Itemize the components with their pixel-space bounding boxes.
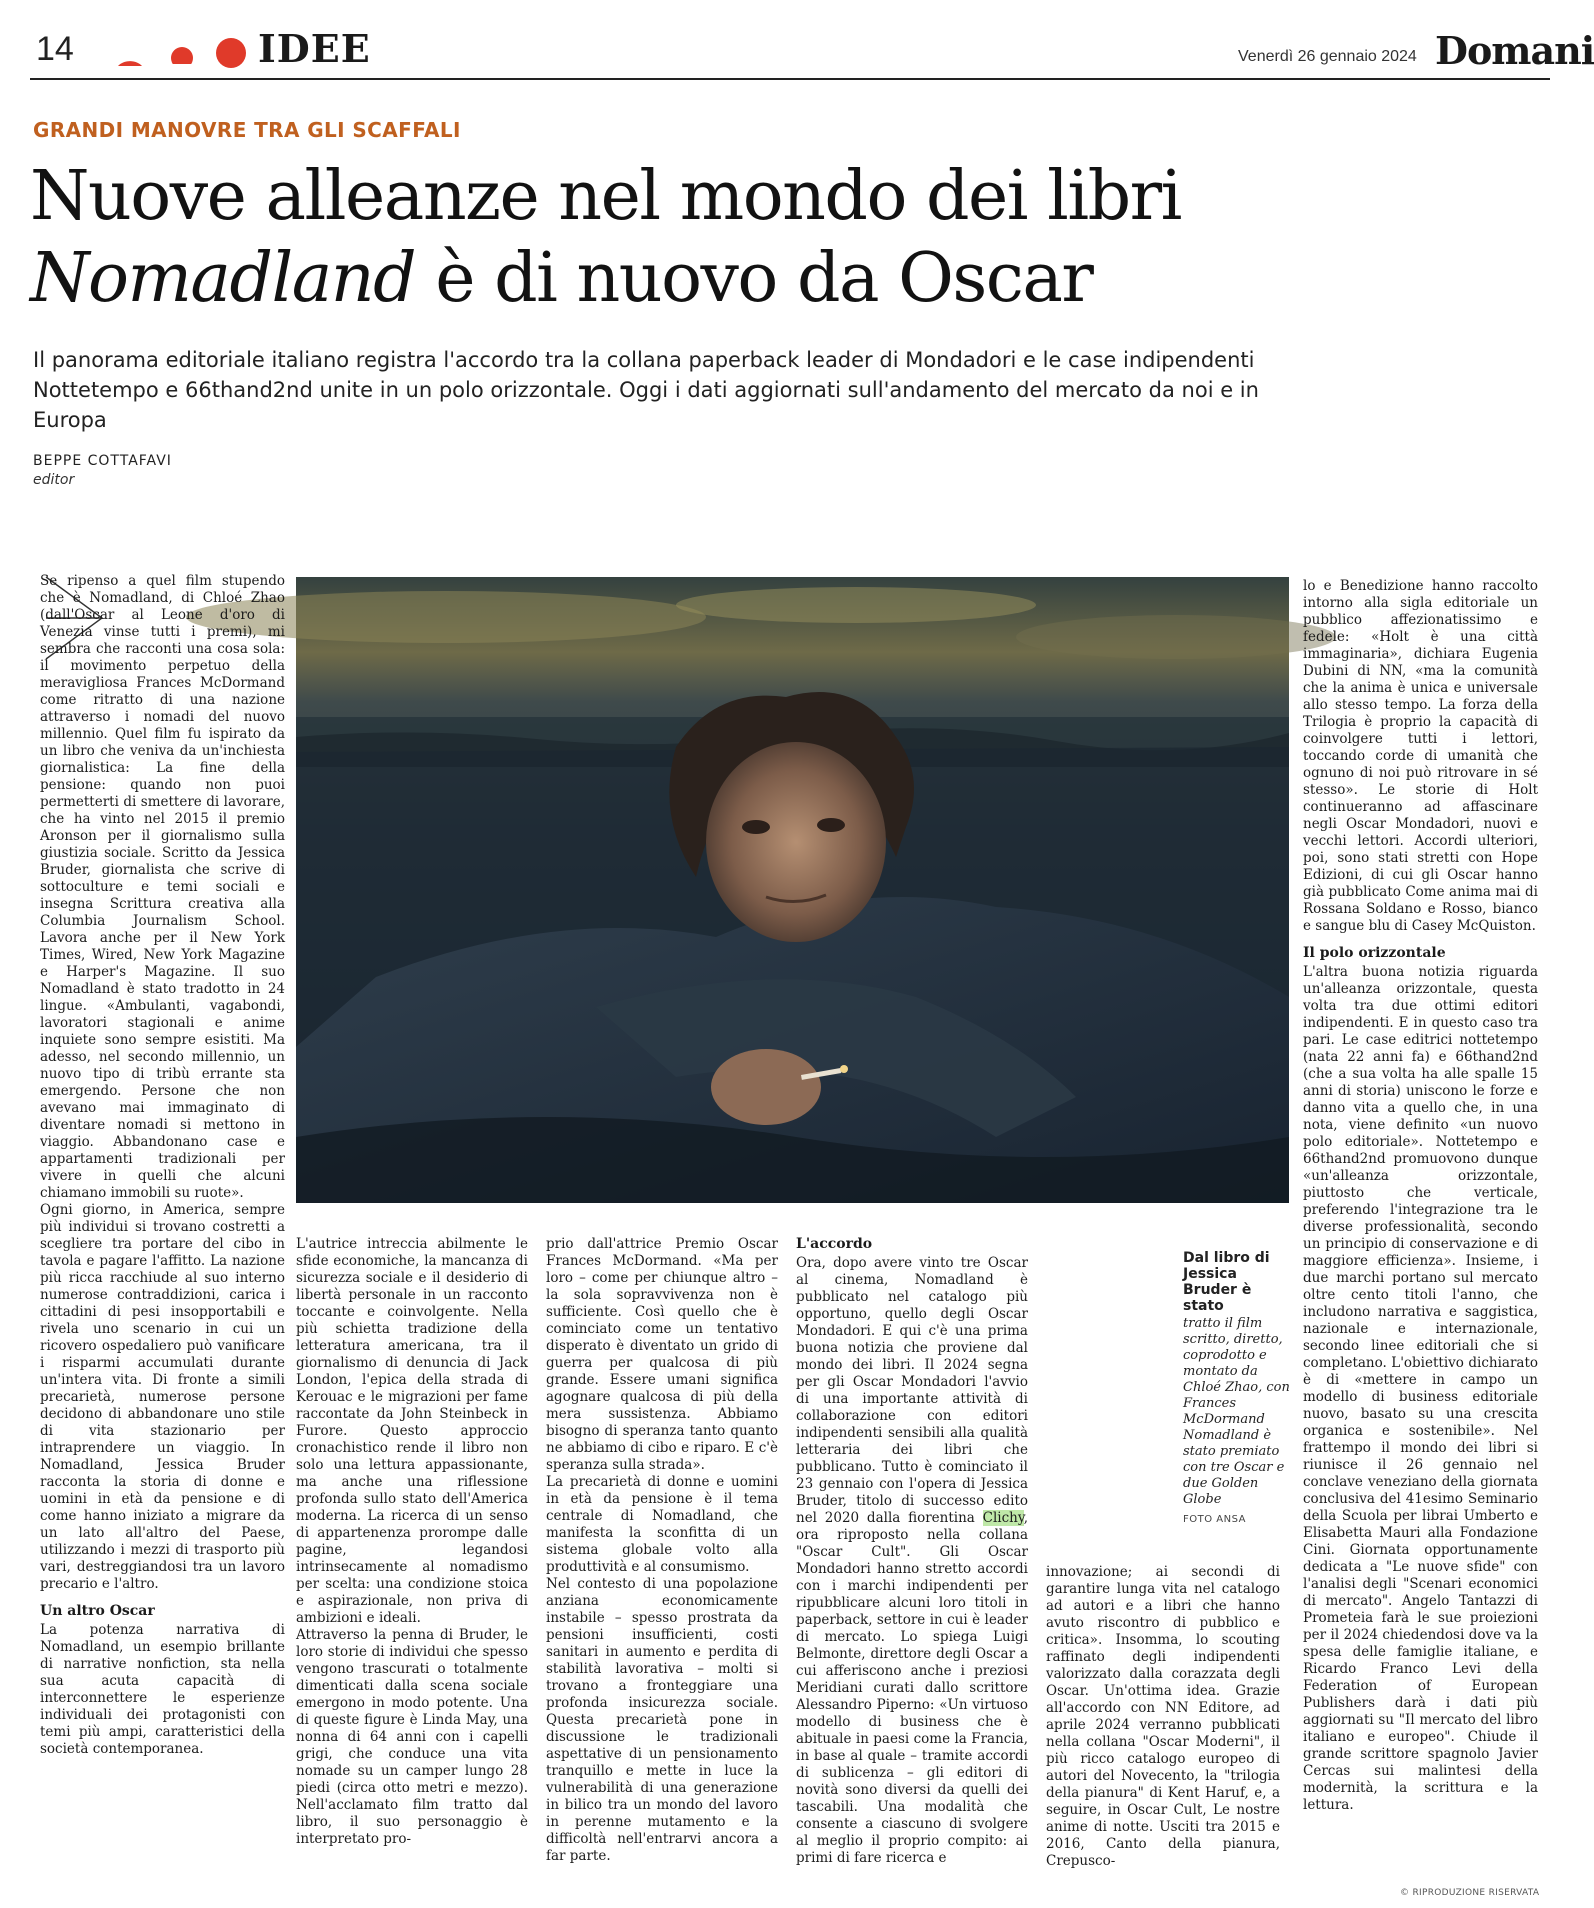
- subheading-il-polo-orizzontale: Il polo orizzontale: [1303, 945, 1446, 961]
- headline-line-2: [30, 238, 1550, 320]
- caption-body: tratto il film scritto, diretto, coprodotto e montato da Chloé Zhao, con Frances McDormand Nomadland è stato premiato con tre Oscar e due Golden Globe: [1183, 1316, 1290, 1507]
- column-3-paragraph-1: prio dall'attrice Premio Oscar Frances McDormand. «Ma per loro – come per chiunque altro – la sola sopravvivenza non è sufficiente. Così quello che è cominciato come un tentativo disperato è diventato un grido di guerra per qualcosa di più grande. Essere umani significa agognare qualcosa di più della mera sussistenza. Abbiamo bisogno di speranza tanto quanto ne abbiamo di cibo e riparo. E c'è speranza sulla strada».: [546, 1236, 778, 1473]
- column-4-text-a: Ora, dopo avere vinto tre Oscar al cinema, Nomadland è pubblicato nel catalogo più opportuno, quello degli Oscar Mondadori. E qui c'è una prima buona notizia che proviene dal mondo dei libri. Il 2024 segna per gli Oscar Mondadori l'avvio di una importante attività di collaborazione con editori indipendenti sensibili alla qualità letteraria dei libri che pubblicano. Tutto è cominciato il 23 gennaio con l'opera di Jessica Bruder, titolo di successo edito nel 2020 dalla fiorentina: [796, 1255, 1028, 1526]
- photo-credit: FOTO ANSA: [1183, 1514, 1246, 1525]
- issue-date: Venerdì 26 gennaio 2024: [1238, 48, 1417, 65]
- copyright-notice: © RIPRODUZIONE RISERVATA: [1400, 1888, 1540, 1898]
- column-3: [546, 1236, 778, 1886]
- column-6: [1303, 578, 1538, 1883]
- article-photo: [296, 577, 1289, 1203]
- column-1-paragraph-2: Ogni giorno, in America, sempre più individui si trovano costretti a scegliere tra portare del cibo in tavola e pagare l'affitto. La nazione più ricca racchiude al suo interno numerose contraddizioni, carica i cittadini di pesi insopportabili e rivela uno scenario in cui un ricovero ospedaliero può vanificare i risparmi accumulati durante un'intera vita. Di fronte a simili precarietà, numerose persone decidono di abbandonare uno stile di vita stazionario per intraprendere un viaggio. In Nomadland, Jessica Bruder racconta la storia di donne e uomini in età da pensione e di come hanno iniziato a migrare da un lato all'altro del Paese, utilizzando i mezzi di trasporto più vari, destreggiandosi tra un lavoro precario e l'altro.: [40, 1202, 285, 1592]
- section-dots-icon: [112, 36, 252, 70]
- photo-caption: [1183, 1250, 1293, 1528]
- caption-title: Dal libro di Jessica Bruder è stato: [1183, 1250, 1270, 1314]
- column-1: [40, 573, 285, 1763]
- column-4-text-b: , ora riproposto nella collana "Oscar Cult". Gli Oscar Mondadori hanno stretto accordi con i marchi indipendenti per ripubblicare alcuni loro titoli in paperback, settore in cui è leader di mercato. Lo spiega Luigi Belmonte, direttore degli Oscar a cui afferiscono anche i preziosi Meridiani curati dallo scrittore Alessandro Piperno: «Un virtuoso modello di business che è abituale in paesi come la Francia, in base al quale – tramite accordi di sublicenza – gli editori di novità sono diversi da quelli dei tascabili. Una modalità che consente a ciascuno di svolgere al meglio il proprio compito: ai primi di fare ricerca e: [796, 1510, 1028, 1866]
- section-title: IDEE: [258, 26, 371, 71]
- column-4: [796, 1236, 1028, 1886]
- summary: Il panorama editoriale italiano registra l'accordo tra la collana paperback leader di Mondadori e le case indipendenti Nottetempo e 66thand2nd unite in un polo orizzontale. Oggi i dati aggiornati sull'andamento del mercato da noi e in Europa: [33, 348, 1259, 432]
- column-5-paragraph: innovazione; ai secondi di garantire lunga vita nel catalogo ad autori e a libri che hanno avuto riscontro di pubblico e critica». Insomma, lo scouting raffinato degli indipendenti valorizzato dalla corazzata degli Oscar. Un'ottima idea. Grazie all'accordo con NN Editore, ad aprile 2024 verranno pubblicati nella collana "Oscar Moderni", il più ricco catalogo europeo di autori del Novecento, la "trilogia della pianura" di Kent Haruf, e, a seguire, in Oscar Cult, Le nostre anime di notte. Usciti tra 2015 e 2016, Canto della pianura, Crepusco-: [1046, 1564, 1280, 1869]
- masthead-rule: [30, 78, 1550, 80]
- column-6-paragraph-2: L'altra buona notizia riguarda un'alleanza orizzontale, questa volta tra due ottimi editori indipendenti. E in questo caso tra pari. Le case editrici nottetempo (nata 22 anni fa) e 66thand2nd (che a sua volta ha alle spalle 15 anni di storia) uniscono le forze e danno vita a quello che, in una nota, viene definito «un nuovo polo editoriale». Nottetempo e 66thand2nd promuovono dunque «un'alleanza orizzontale, piuttosto che verticale, preferendo l'integrazione tra le diverse professionalità, secondo un principio di conservazione e di maggiore efficienza». Insieme, i due marchi portano sul mercato oltre cento titoli l'anno, che includono narrativa e saggistica, nazionale e internazionale, secondo linee editoriali che si completano. L'obiettivo dichiarato è di «mettere in campo un modello di business editoriale nuovo, basato su una crescita organica e sostenibile». Nel frattempo il mondo dei libri si riunisce il 26 gennaio nel conclave veneziano della giornata conclusiva del 41esimo Seminario della Scuola per librai Umberto e Elisabetta Mauri alla Fondazione Cini. Giornata opportunamente dedicata a "Le nuove sfide" con l'analisi degli "Scenari economici di mercato". Angelo Tantazzi di Prometeia farà le sue proiezioni per il 2024 chiedendosi dove va la spesa delle famiglie italiane, e Ricardo Franco Levi della Federation of European Publishers darà i dati più aggiornati su "Il mercato del libro italiano e europeo". Chiude il grande scrittore spagnolo Javier Cercas sui malintesi della modernità, la scrittura e la lettura.: [1303, 964, 1538, 1813]
- column-2-paragraph-1: L'autrice intreccia abilmente le sfide economiche, la mancanza di sicurezza sociale e il desiderio di libertà personale in un racconto toccante e coinvolgente. Nella più schietta tradizione della letteratura americana, tra il giornalismo di denuncia di Jack London, l'epica della strada di Kerouac e le migrazioni per fame raccontate da John Steinbeck in Furore. Questo approccio cronachistico rende il libro non solo una lettura appassionante, ma anche una riflessione profonda sullo stato dell'America moderna. La ricerca di un senso di appartenenza prorompe dalle pagine, legandosi intrinsecamente al nomadismo per scelta: una condizione stoica e aspirazionale, non priva di ambizioni e ideali.: [296, 1236, 528, 1626]
- film-still-image: [296, 577, 1289, 1203]
- column-4-paragraph: [796, 1255, 1028, 1867]
- author-role: editor: [33, 472, 75, 488]
- subheading-un-altro-oscar: Un altro Oscar: [40, 1603, 155, 1619]
- kicker: GRANDI MANOVRE TRA GLI SCAFFALI: [33, 118, 461, 142]
- column-5: [1046, 1564, 1280, 1886]
- subheading-l-accordo: L'accordo: [796, 1236, 873, 1252]
- column-2-paragraph-2: Attraverso la penna di Bruder, le loro storie di individui che spesso vengono trascurati o totalmente dimenticati dalla scena sociale emergono in modo potente. Una di queste figure è Linda May, una nonna di 64 anni con i capelli grigi, che conduce una vita nomade su un camper lungo 28 piedi (circa otto metri e mezzo). Nell'acclamato film tratto dal libro, il suo personaggio è interpretato pro-: [296, 1627, 528, 1847]
- page-number: 14: [36, 30, 74, 68]
- highlight-clichy: Clichy: [982, 1510, 1024, 1526]
- column-1-paragraph-3: La potenza narrativa di Nomadland, un esempio brillante di narrative nonfiction, sta nella sua acuta capacità di interconnettere le esperienze individuali dei protagonisti con temi più ampi, caratteristici della società contemporanea.: [40, 1622, 285, 1757]
- column-6-paragraph-1: lo e Benedizione hanno raccolto intorno alla sigla editoriale un pubblico affezionatissimo e fedele: «Holt è una città immaginaria», dichiara Eugenia Dubini di NN, «ma la comunità che la anima è unica e universale allo stesso tempo. La forza della Trilogia è proprio la capacità di coinvolgere tutti i lettori, toccando corde di umanità che ognuno di noi può ritrovare in sé stesso». Le storie di Holt continueranno ad affascinare negli Oscar Mondadori, nuovi e vecchi lettori. Accordi ulteriori, poi, sono stati stretti con Hope Edizioni, di cui gli Oscar hanno già pubblicato Come anima mai di Rossana Soldano e Rosso, bianco e sangue blu di Casey McQuiston.: [1303, 578, 1538, 934]
- byline: BEPPE COTTAFAVI: [33, 453, 172, 469]
- masthead: [30, 26, 1594, 74]
- headline-line-1: Nuove alleanze nel mondo dei libri: [30, 157, 1181, 236]
- headline-line-2-rest: è di nuovo da Oscar: [415, 239, 1093, 318]
- column-3-paragraph-2: La precarietà di donne e uomini in età da pensione è il tema centrale di Nomadland, che manifesta la sconfitta di un sistema globale volto alla produttività e al consumismo.: [546, 1474, 778, 1575]
- column-2: [296, 1236, 528, 1886]
- column-1-lead: Se ripenso a quel film stupendo che è Nomadland, di Chloé Zhao (dall'Oscar al Leone d'oro di Venezia vinse tutti i premi), mi sembra che racconti una cosa sola: il movimento perpetuo della meravigliosa Frances McDormand come ritratto di una nazione attraverso i nomadi del nuovo millennio. Quel film fu ispirato da un libro che veniva da un'inchiesta giornalistica: La fine della pensione: quando non puoi permetterti di smettere di lavorare, che ha vinto nel 2015 il premio Aronson per il giornalismo sulla giustizia sociale. Scritto da Jessica Bruder, giornalista che scrive di sottoculture e temi sociali e insegna Scrittura creativa alla Columbia Journalism School. Lavora anche per il New York Times, Wired, New York Magazine e Harper's Magazine. Il suo Nomadland è stato tradotto in 24 lingue. «Ambulanti, vagabondi, lavoratori stagionali e anime inquiete sono sempre esistiti. Ma adesso, nel secondo millennio, un nuovo tipo di tribù errante sta emergendo. Persone che non avevano mai immaginato di diventare nomadi si mettono in viaggio. Abbandonano case e appartamenti tradizionali per vivere in quelli che alcuni chiamano immobili su ruote».: [40, 573, 285, 1201]
- newspaper-logo: Domani: [1435, 28, 1594, 73]
- headline-italic-title: Nomadland: [30, 239, 416, 318]
- headline: [30, 156, 1550, 320]
- column-3-paragraph-3: Nel contesto di una popolazione anziana economicamente instabile – spesso prostrata da pensioni insufficienti, costi sanitari in aumento e perdita di stabilità lavorativa – molti si trovano a fronteggiare una profonda insicurezza sociale. Questa precarietà pone in discussione le tradizionali aspettative di un pensionamento tranquillo e mette in luce la vulnerabilità di una generazione in bilico tra un mondo del lavoro in perenne mutamento e la difficoltà nell'entrarvi ancora a far parte.: [546, 1576, 778, 1864]
